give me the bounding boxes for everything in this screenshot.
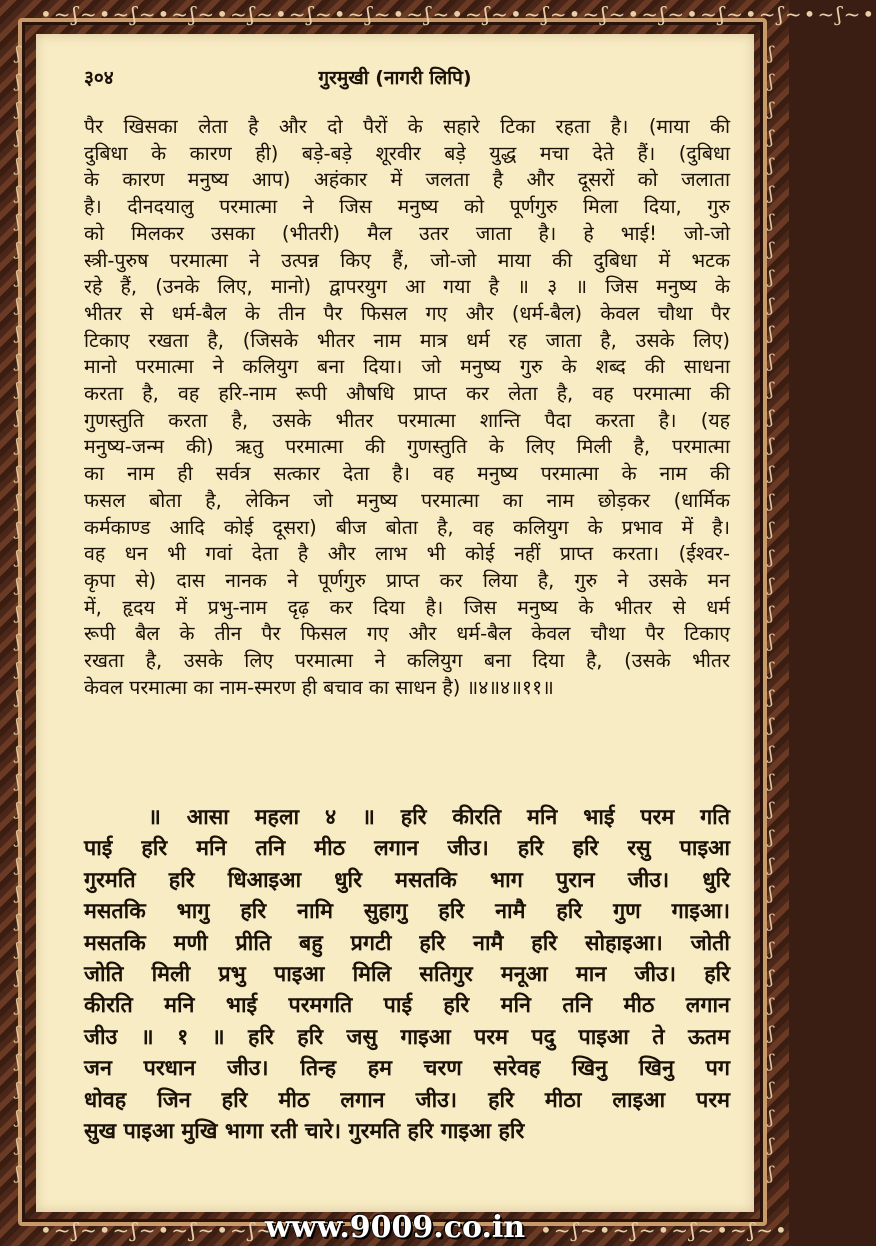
verse-line: जीउ ॥ १ ॥ हरि हरि जसु गाइआ परम पदु पाइआ ते ऊतम — [84, 1024, 730, 1050]
translation-line: वह धन भी गवां देता है और लाभ भी कोई नहीं प्राप्त करता। (ईश्वर- — [84, 542, 730, 566]
verse-line: सुख पाइआ मुखि भागा रती चारे। गुरमति हरि गाइआ हरि — [84, 1119, 525, 1145]
book-page — [36, 34, 754, 1212]
ornament-bottom-left-icon: •~ʃ~•~ʃ~•~ʃ~•~ʃ~• — [40, 1218, 289, 1242]
translation-line: स्त्री-पुरुष परमात्मा ने उत्पन्न किए हैं, जो-जो माया की दुबिधा में भटक — [84, 248, 730, 272]
translation-line: को मिलकर उसका (भीतरी) मैल उतर जाता है। हे भाई! जो-जो — [84, 221, 730, 245]
ornament-right-icon: ʃ ʃ ʃ ʃ ʃ ʃ ʃ ʃ ʃ ʃ ʃ ʃ ʃ ʃ ʃ ʃ ʃ ʃ ʃ ʃ ʃ ʃ ʃ ʃ ʃ ʃ ʃ ʃ ʃ ʃ ʃ ʃ ʃ ʃ ʃ ʃ ʃ ʃ ʃ ʃ ʃ — [768, 43, 774, 1184]
translation-line: में, हृदय में प्रभु-नाम दृढ़ कर दिया है। जिस मनुष्य के भीतर से धर्म — [84, 595, 730, 619]
translation-line: फसल बोता है, लेकिन जो मनुष्य परमात्मा का नाम छोड़कर (धार्मिक — [84, 488, 730, 512]
website-url: www.9009.co.in — [264, 1210, 526, 1245]
running-head: गुरमुखी (नागरी लिपि) — [318, 67, 472, 89]
translation-line: मनुष्य-जन्म की) ऋतु परमात्मा की गुणस्तुति के लिए मिली है, परमात्मा — [84, 435, 730, 459]
translation-line: कृपा से) दास नानक ने पूर्णगुरु प्राप्त कर लिया है, गुरु ने उसके मन — [84, 568, 730, 592]
translation-line: रहे हैं, (उनके लिए, मानो) द्वापरयुग आ गया है ॥ ३ ॥ जिस मनुष्य के — [84, 275, 730, 299]
verse-line: मसतकि भागु हरि नामि सुहागु हरि नामै हरि गुण गाइआ। — [84, 899, 730, 925]
translation-line: के कारण मनुष्य आप) अहंकार में जलता है और दूसरों को जलाता — [84, 168, 730, 192]
translation-text — [84, 114, 730, 701]
page-number: ३०४ — [84, 67, 114, 89]
translation-line: रखता है, उसके लिए परमात्मा ने कलियुग बना दिया है, (उसके भीतर — [84, 649, 730, 673]
verse-line: जोति मिली प्रभु पाइआ मिलि सतिगुर मनूआ मान जीउ। हरि — [84, 962, 730, 988]
translation-line: मानो परमात्मा ने कलियुग बना दिया। जो मनुष्य गुरु के शब्द की साधना — [84, 355, 730, 379]
verse-line: धोवह जिन हरि मीठ लगान जीउ। हरि मीठा लाइआ परम — [84, 1087, 730, 1113]
translation-line: गुणस्तुति करता है, उसके भीतर परमात्मा शान्ति पैदा करता है। (यह — [84, 408, 730, 432]
ornament-top-icon: •~ʃ~•~ʃ~•~ʃ~•~ʃ~•~ʃ~•~ʃ~•~ʃ~•~ʃ~•~ʃ~•~ʃ~•~ʃ~•~ʃ~•~ʃ~•~ʃ~• — [40, 2, 876, 26]
translation-line: दुबिधा के कारण ही) बड़े-बड़े शूरवीर बड़े युद्ध मचा देते हैं। (दुबिधा — [84, 141, 730, 165]
scripture-verse — [84, 802, 730, 1147]
translation-line: टिकाए रखता है, (जिसके भीतर नाम मात्र धर्म रह जाता है, उसके लिए) — [84, 328, 730, 352]
translation-line: करता है, वह हरि-नाम रूपी औषधि प्राप्त कर लेता है, वह परमात्मा की — [84, 382, 730, 406]
verse-line: पाई हरि मनि तनि मीठ लगान जीउ। हरि हरि रसु पाइआ — [84, 836, 730, 862]
verse-line: मसतकि मणी प्रीति बहु प्रगटी हरि नामै हरि सोहाइआ। जोती — [84, 930, 730, 956]
verse-line: गुरमति हरि धिआइआ धुरि मसतकि भाग पुरान जीउ। धुरि — [84, 867, 730, 893]
verse-line: कीरति मनि भाई परमगति पाई हरि मनि तनि मीठ लगान — [84, 993, 730, 1019]
translation-line: केवल परमात्मा का नाम-स्मरण ही बचाव का साधन है) ॥४॥४॥११॥ — [84, 675, 554, 699]
translation-line: रूपी बैल के तीन पैर फिसल गए और धर्म-बैल केवल चौथा पैर टिकाए — [84, 622, 730, 646]
ornament-left-icon: ʃ ʃ ʃ ʃ ʃ ʃ ʃ ʃ ʃ ʃ ʃ ʃ ʃ ʃ ʃ ʃ ʃ ʃ ʃ ʃ ʃ ʃ ʃ ʃ ʃ ʃ ʃ ʃ ʃ ʃ ʃ ʃ ʃ ʃ ʃ ʃ ʃ ʃ ʃ ʃ ʃ — [15, 43, 21, 1184]
verse-line: जन परधान जीउ। तिन्ह हम चरण सरेवह खिनु खिनु पग — [84, 1056, 730, 1082]
translation-line: भीतर से धर्म-बैल के तीन पैर फिसल गए और (धर्म-बैल) केवल चौथा पैर — [84, 301, 730, 325]
page-header — [36, 64, 754, 96]
verse-line: ॥ आसा महला ४ ॥ हरि कीरति मनि भाई परम गति — [148, 805, 730, 830]
translation-line: पैर खिसका लेता है और दो पैरों के सहारे टिका रहता है। (माया की — [84, 115, 730, 138]
translation-line: का नाम ही सर्वत्र सत्कार देता है। वह मनुष्य परमात्मा के नाम की — [84, 462, 730, 486]
translation-line: कर्मकाण्ड आदि कोई दूसरा) बीज बोता है, वह कलियुग के प्रभाव में है। — [84, 515, 730, 539]
ornament-bottom-right-icon: •~ʃ~•~ʃ~•~ʃ~•~ʃ~• — [540, 1218, 789, 1242]
translation-line: है। दीनदयालु परमात्मा ने जिस मनुष्य को पूर्णगुरु मिला दिया, गुरु — [84, 195, 730, 219]
